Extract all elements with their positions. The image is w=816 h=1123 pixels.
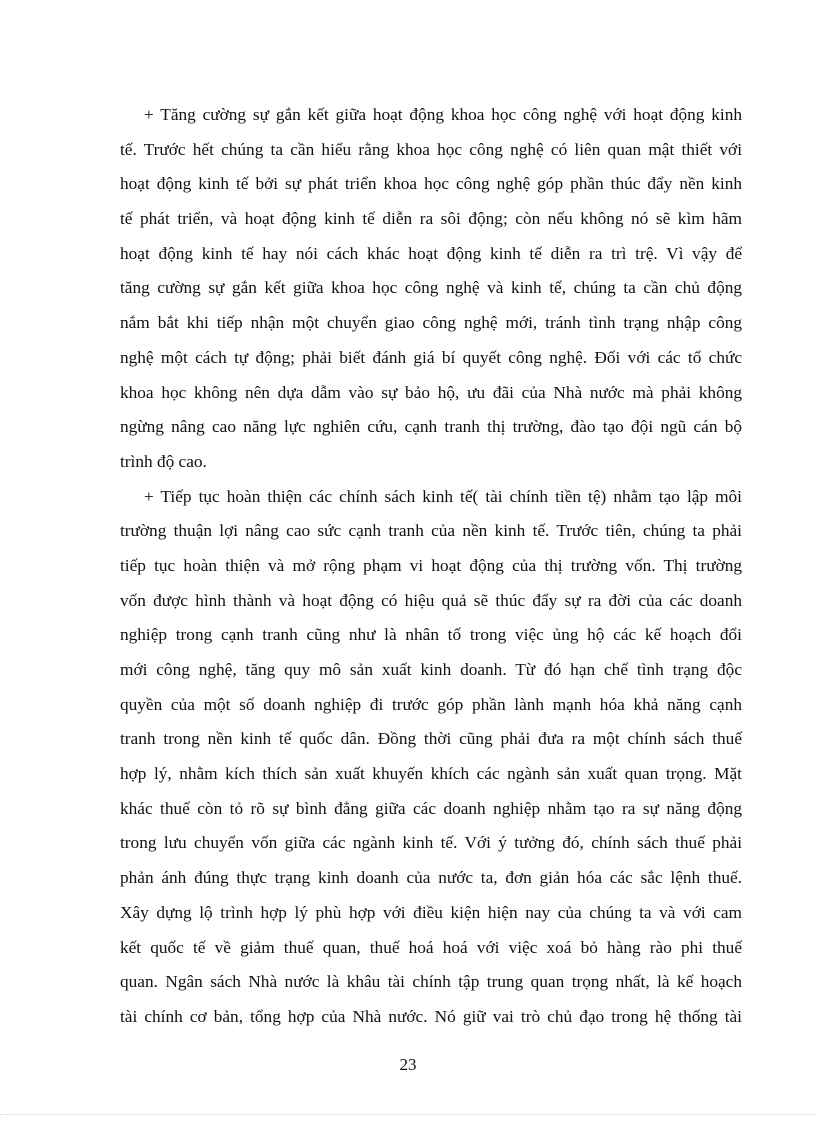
- paragraph-line: mới công nghệ, tăng quy mô sản xuất kinh doanh. Từ đó hạn chế tình trạng độc: [120, 660, 742, 679]
- paragraph-line: + Tiếp tục hoàn thiện các chính sách kinh tế( tài chính tiền tệ) nhằm tạo lập môi: [144, 486, 742, 506]
- paragraph-line: nắm bắt khi tiếp nhận một chuyển giao công nghệ mới, tránh tình trạng nhập công: [120, 313, 742, 333]
- paragraph-line: nghệ một cách tự động; phải biết đánh giá bí quyết công nghệ. Đối với các tổ chức: [120, 347, 742, 367]
- paragraph-line: tăng cường sự gắn kết giữa khoa học công nghệ và kinh tế, chúng ta cần chủ động: [120, 278, 742, 298]
- paragraph-line: quan. Ngân sách Nhà nước là khâu tài chính tập trung quan trọng nhất, là kế hoạch: [120, 972, 742, 992]
- paragraph-line: tiếp tục hoàn thiện và mở rộng phạm vi hoạt động của thị trường vốn. Thị trường: [120, 555, 742, 575]
- paragraph-line: Xây dựng lộ trình hợp lý phù hợp với điều kiện hiện nay của chúng ta và với cam: [120, 902, 742, 922]
- paragraph-line: ngừng nâng cao năng lực nghiên cứu, cạnh tranh thị trường, đào tạo đội ngũ cán bộ: [120, 417, 742, 437]
- paragraph-line: trường thuận lợi nâng cao sức cạnh tranh của nền kinh tế. Trước tiên, chúng ta phải: [120, 521, 742, 541]
- page-number: 23: [399, 1055, 417, 1074]
- paragraph-line: trình độ cao.: [120, 451, 207, 471]
- paragraph-line: vốn được hình thành và hoạt động có hiệu quả sẽ thúc đẩy sự ra đời của các doanh: [120, 590, 742, 610]
- paragraph-line: tế phát triển, và hoạt động kinh tế diễn ra sôi động; còn nếu không nó sẽ kìm hãm: [120, 209, 742, 229]
- paragraph-line: phản ánh đúng thực trạng kinh doanh của nước ta, đơn giản hóa các sắc lệnh thuế.: [120, 868, 742, 888]
- paragraph-line: nghiệp trong cạnh tranh cũng như là nhân tố trong việc ủng hộ các kế hoạch đổi: [120, 625, 742, 645]
- paragraph-line: khác thuế còn tỏ rõ sự bình đẳng giữa các doanh nghiệp nhằm tạo ra sự năng động: [120, 798, 742, 818]
- paragraph-line: hoạt động kinh tế hay nói cách khác hoạt động kinh tế diễn ra trì trệ. Vì vậy để: [120, 243, 742, 263]
- paragraph-line: tranh trong nền kinh tế quốc dân. Đồng thời cũng phải đưa ra một chính sách thuế: [120, 729, 742, 749]
- body-text: [120, 98, 742, 1035]
- paragraph-line: kết quốc tế về giảm thuế quan, thuế hoá hoá với việc xoá bỏ hàng rào phi thuế: [120, 937, 742, 957]
- paragraph-line: trong lưu chuyển vốn giữa các ngành kinh tế. Với ý tưởng đó, chính sách thuế phải: [120, 833, 742, 853]
- page-bottom-divider: [0, 1114, 816, 1115]
- paragraph-line: + Tăng cường sự gắn kết giữa hoạt động khoa học công nghệ với hoạt động kinh: [144, 105, 742, 124]
- paragraph-line: tế. Trước hết chúng ta cần hiểu rằng khoa học công nghệ có liên quan mật thiết với: [120, 139, 742, 159]
- paragraph-line: tài chính cơ bản, tổng hợp của Nhà nước. Nó giữ vai trò chủ đạo trong hệ thống tài: [120, 1006, 742, 1026]
- paragraph-line: quyền của một số doanh nghiệp đi trước góp phần lành mạnh hóa khả năng cạnh: [120, 694, 742, 714]
- paragraph-line: hợp lý, nhằm kích thích sản xuất khuyến khích các ngành sản xuất quan trọng. Mặt: [120, 764, 742, 784]
- paragraph-line: hoạt động kinh tế bởi sự phát triển khoa học công nghệ góp phần thúc đẩy nền kinh: [120, 174, 742, 194]
- paragraph-line: khoa học không nên dựa dẫm vào sự bảo hộ, ưu đãi của Nhà nước mà phải không: [120, 382, 742, 402]
